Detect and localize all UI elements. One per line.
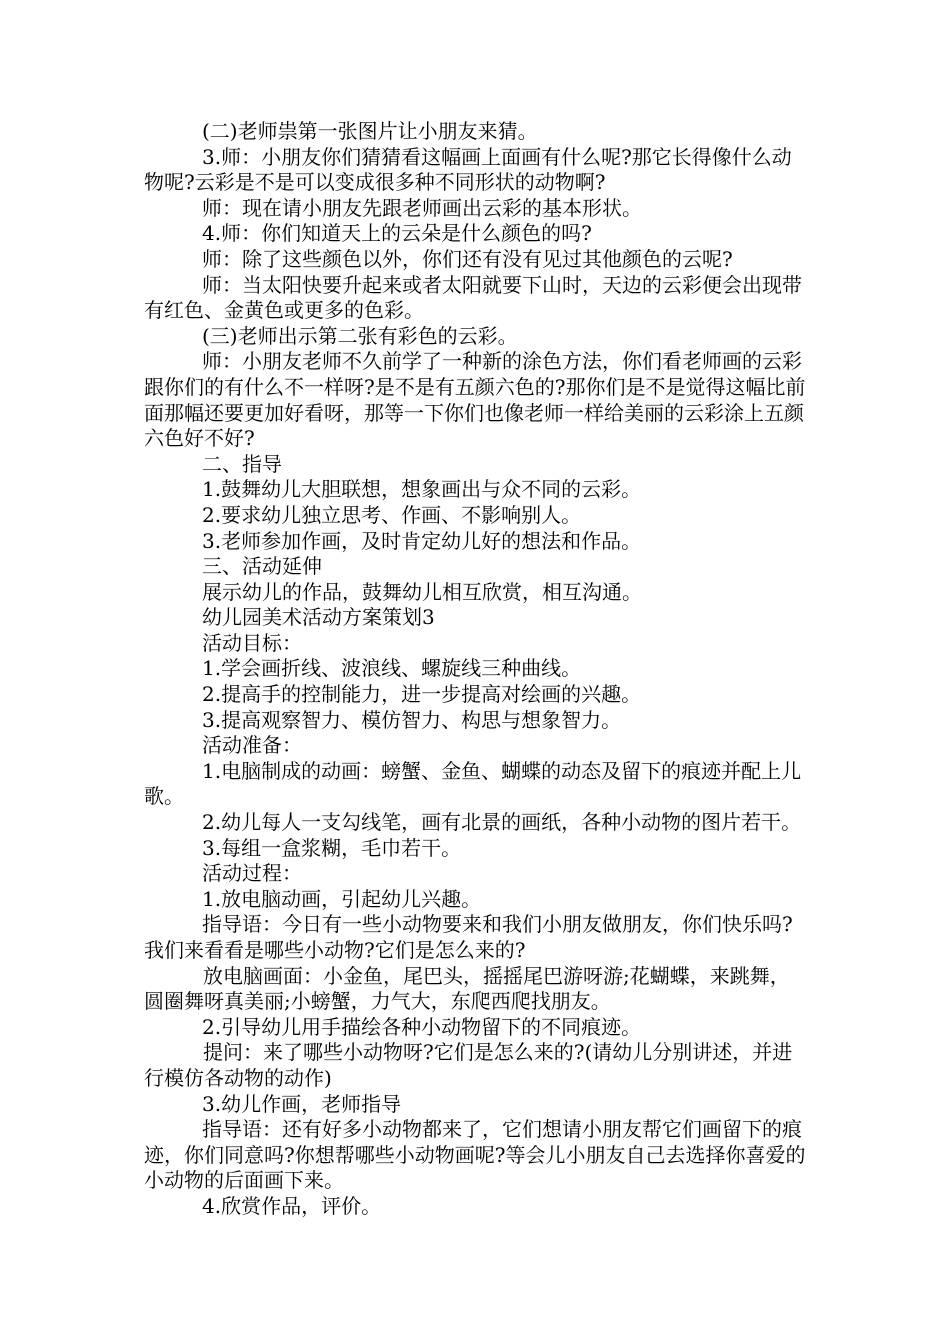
paragraph-subheading: (二)老师祟第一张图片让小朋友来猜。 [202,119,538,143]
list-item: 4.欣赏作品，评价。 [202,1193,382,1218]
section-heading: 活动目标： [202,630,302,655]
list-item: 1.学会画折线、波浪线、螺旋线三种曲线。 [202,656,582,681]
paragraph-teacher-explanation: 师：当太阳快要升起来或者太阳就要下山时，天边的云彩便会出现带有红色、金黄色或更多的色彩。 [144,272,802,323]
list-item: 1.电脑制成的动画：螃蟹、金鱼、蝴蝶的动态及留下的痕迹并配上儿歌。 [144,758,802,809]
list-item: 3.幼儿作画，老师指导 [202,1091,402,1116]
plan-title: 幼儿园美术活动方案策划3 [202,605,435,630]
paragraph-teacher-question: 师：除了这些颜色以外，你们还有没有见过其他颜色的云呢? [202,246,733,271]
paragraph-guidance: 指导语：今日有一些小动物要来和我们小朋友做朋友，你们快乐吗?我们来看看是哪些小动物?它们是怎么来的? [144,912,793,962]
list-item: 3.老师参加作画，及时肯定幼儿好的想法和作品。 [202,528,642,553]
paragraph-body: 展示幼儿的作品，鼓舞幼儿相互欣赏，相互沟通。 [202,579,642,604]
list-item: 1.放电脑动画，引起幼儿兴趣。 [202,886,482,911]
paragraph-guidance: 指导语：还有好多小动物都来了，它们想请小朋友帮它们画留下的痕迹，你们同意吗?你想帮哪些小动物画呢?等会儿小朋友自己去选择你喜爱的小动物的后面画下来。 [144,1117,806,1193]
list-item: 2.提高手的控制能力，进一步提高对绘画的兴趣。 [202,682,642,707]
list-item: 3.每组一盒浆糊，毛巾若干。 [202,835,462,860]
section-heading: 活动过程： [202,861,302,886]
list-item: 2.引导幼儿用手描绘各种小动物留下的不同痕迹。 [202,1014,642,1039]
section-heading: 活动准备： [202,733,302,758]
paragraph-question: 提问：来了哪些小动物呀?它们是怎么来的?(请幼儿分别讲述，并进行模仿各动物的动作) [144,1040,793,1090]
list-item: 1.鼓舞幼儿大胆联想，想象画出与众不同的云彩。 [202,477,642,502]
paragraph-teacher-question: 3.师：小朋友你们猜猜看这幅画上面画有什么呢?那它长得像什么动物呢?云彩是不是可以变成很多种不同形状的动物啊? [144,144,792,195]
list-item: 2.幼儿每人一支勾线笔，画有北景的画纸，各种小动物的图片若干。 [202,810,802,835]
list-item: 2.要求幼儿独立思考、作画、不影响别人。 [202,502,582,527]
document-page [144,119,808,1220]
section-heading: 三、活动延伸 [202,554,322,579]
section-heading: 二、指导 [202,451,282,476]
list-item: 3.提高观察智力、模仿智力、构思与想象智力。 [202,707,622,732]
paragraph-teacher-instruction: 师：现在请小朋友先跟老师画出云彩的基本形状。 [202,195,642,220]
paragraph-animation-description: 放电脑画面：小金鱼，尾巴头，摇摇尾巴游呀游;花蝴蝶，来跳舞，圆圈舞呀真美丽;小螃蟹，力气大，东爬西爬找朋友。 [144,963,790,1014]
paragraph-subheading: (三)老师出示第二张有彩色的云彩。 [202,323,518,348]
paragraph-teacher-explanation: 师：小朋友老师不久前学了一种新的涂色方法，你们看老师画的云彩跟你们的有什么不一样呀?是不是有五颜六色的?那你们是不是觉得这幅比前面那幅还要更加好看呀，那等一下你们也像老师一样给美丽的云彩涂上五颜六色好不好? [144,349,806,451]
paragraph-teacher-question: 4.师：你们知道天上的云朵是什么颜色的吗? [202,221,592,246]
